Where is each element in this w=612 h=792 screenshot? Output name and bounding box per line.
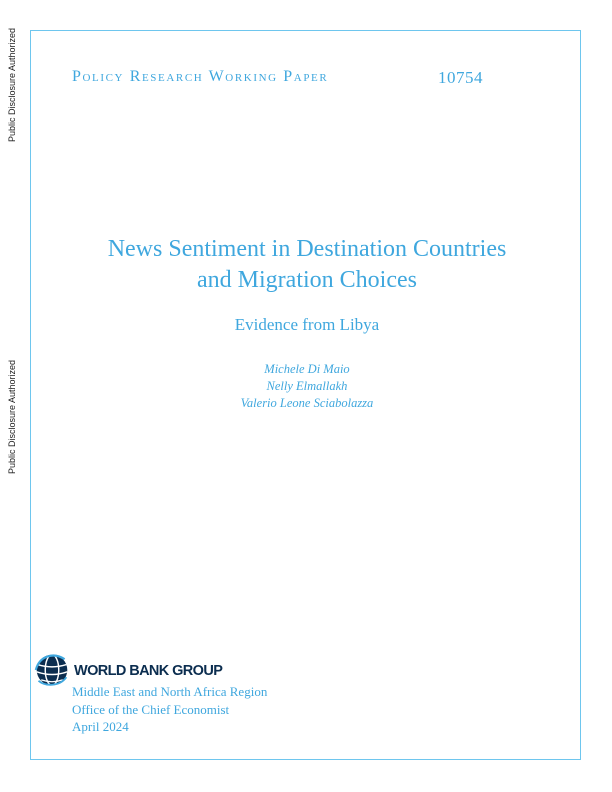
author-list — [60, 361, 554, 412]
disclosure-label-top: Public Disclosure Authorized — [7, 27, 17, 143]
disclosure-label-middle: Public Disclosure Authorized — [7, 359, 17, 475]
paper-title — [60, 234, 554, 296]
office-line: Office of the Chief Economist — [72, 701, 230, 717]
title-line-1: News Sentiment in Destination Countries — [107, 236, 507, 262]
logo-wordmark: WORLD BANK GROUP — [74, 663, 223, 679]
paper-number: 10754 — [438, 68, 483, 87]
world-bank-globe-icon — [34, 652, 70, 688]
author-name: Valerio Leone Sciabolazza — [240, 396, 374, 410]
date-line: April 2024 — [72, 719, 129, 734]
author-name: Michele Di Maio — [264, 362, 350, 376]
publisher-info — [72, 683, 267, 736]
region-line: Middle East and North Africa Region — [72, 684, 268, 699]
series-name: Policy Research Working Paper — [72, 68, 329, 85]
title-line-2: and Migration Choices — [197, 267, 417, 293]
author-name: Nelly Elmallakh — [266, 379, 348, 393]
paper-subtitle: Evidence from Libya — [234, 315, 380, 334]
